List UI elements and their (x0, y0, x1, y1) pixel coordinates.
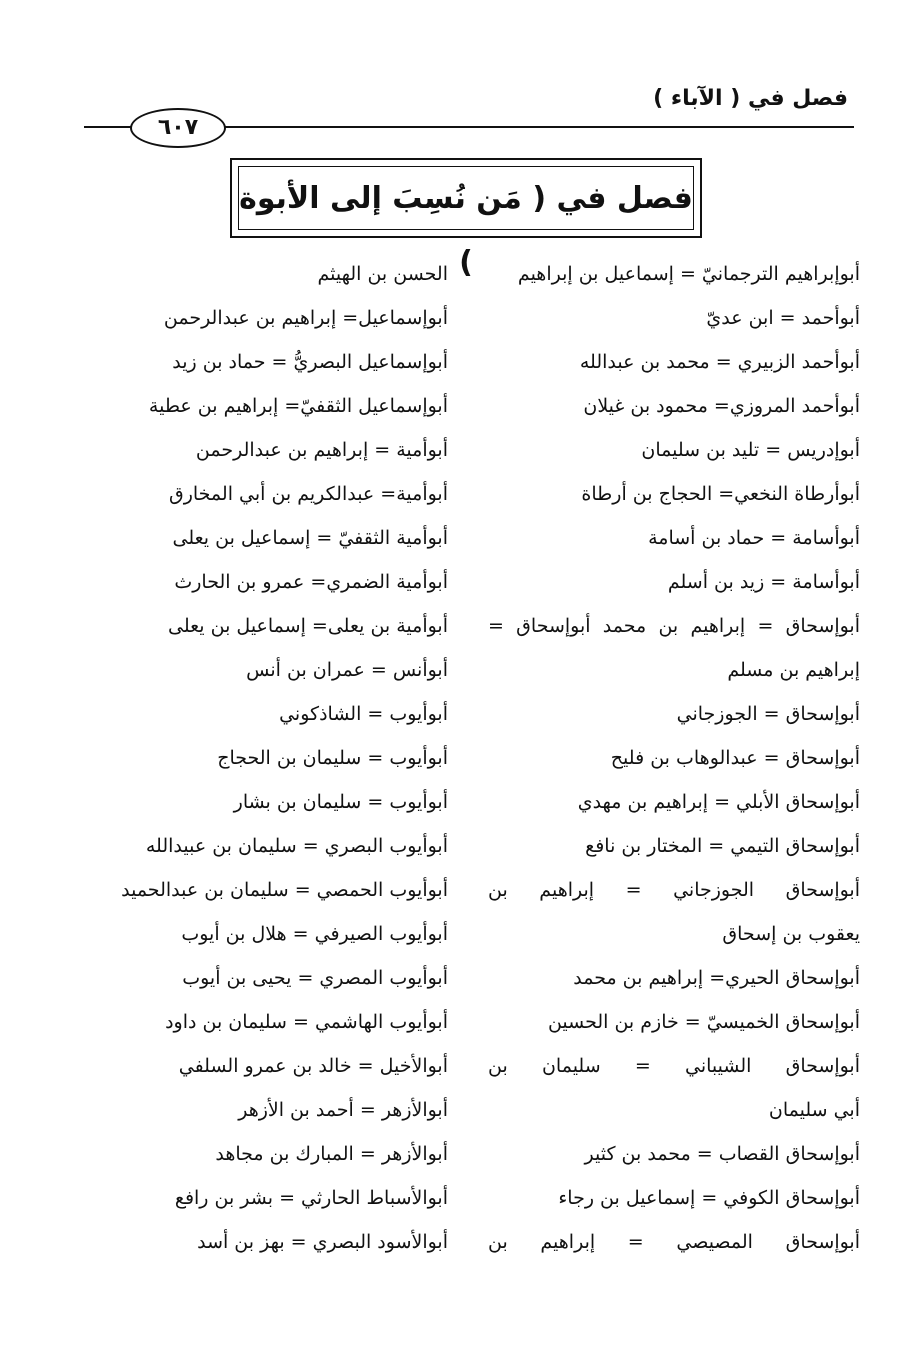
entry: أبوإسحاق = عبدالوهاب بن فليح (610, 747, 860, 769)
entry: أبوأيوب = سليمان بن بشار (233, 791, 448, 813)
entry: أبوالأزهر = المبارك بن مجاهد (215, 1143, 448, 1165)
entry: أبوأسامة = حماد بن أسامة (648, 527, 860, 549)
entry: أبوإسماعيل= إبراهيم بن عبدالرحمن (163, 307, 448, 329)
entry: أبوإسحاق الخميسيّ = خازم بن الحسين (547, 1011, 860, 1033)
right-column (488, 252, 860, 1264)
entry: أبوأيوب الصيرفي = هلال بن أيوب (181, 923, 448, 945)
entry: أبوإسماعيل البصريُّ = حماد بن زيد (172, 351, 448, 373)
entry: أبوأيوب الحمصي = سليمان بن عبدالحميد (121, 879, 448, 901)
entry: أبوأيوب = سليمان بن الحجاج (217, 747, 448, 769)
entry: أبوأيوب الهاشمي = سليمان بن داود (165, 1011, 448, 1033)
entry: أبوأمية الضمري= عمرو بن الحارث (174, 571, 448, 593)
entry: أبوإسحاق الشيباني = سليمان بن (488, 1055, 860, 1077)
entry: أبوإدريس = تليد بن سليمان (641, 439, 860, 461)
entry: أبوأحمد الزبيري = محمد بن عبدالله (579, 351, 860, 373)
entry: أبوأمية= عبدالكريم بن أبي المخارق (168, 483, 448, 505)
entry: أبوإسحاق = الجوزجاني (676, 703, 860, 725)
entry: أبوأحمد = ابن عديّ (706, 307, 860, 329)
page-number: ٦٠٧ (130, 108, 226, 148)
left-column (76, 252, 448, 1264)
entry: أبوأسامة = زيد بن أسلم (667, 571, 860, 593)
entry: أبوأيوب = الشاذكوني (279, 703, 448, 725)
entry: أبوأمية الثقفيّ = إسماعيل بن يعلى (172, 527, 448, 549)
entry: أبوإسحاق القصاب = محمد بن كثير (584, 1143, 860, 1165)
entry: أبوأمية بن يعلى= إسماعيل بن يعلى (168, 615, 448, 637)
entry-continuation: الحسن بن الهيثم (317, 263, 448, 285)
entry: أبوإسحاق الحيري= إبراهيم بن محمد (573, 967, 860, 989)
entry: أبوإسحاق الكوفي = إسماعيل بن رجاء (558, 1187, 860, 1209)
entry-continuation: إبراهيم بن مسلم (727, 659, 860, 681)
entry: أبوأمية = إبراهيم بن عبدالرحمن (195, 439, 448, 461)
entry: أبوإسحاق المصيصي = إبراهيم بن (488, 1231, 860, 1253)
entry: أبوإسحاق الأبلي = إبراهيم بن مهدي (577, 791, 860, 813)
entry: أبوإسحاق الجوزجاني = إبراهيم بن (488, 879, 860, 901)
entry: أبوأرطاة النخعي= الحجاج بن أرطاة (581, 483, 860, 505)
entry: أبوأحمد المروزي= محمود بن غيلان (583, 395, 860, 417)
entry: أبوإسحاق = إبراهيم بن محمد أبوإسحاق = (488, 615, 860, 637)
entry: أبوأيوب البصري = سليمان بن عبيدالله (145, 835, 448, 857)
entry: أبوالأخيل = خالد بن عمرو السلفي (178, 1055, 448, 1077)
running-head: فصل في ( الآباء ) (653, 86, 848, 111)
entry: أبوإبراهيم الترجمانيّ = إسماعيل بن إبراهيم (517, 263, 860, 285)
entry: أبوإسحاق التيمي = المختار بن نافع (585, 835, 860, 857)
entry-continuation: أبي سليمان (768, 1099, 860, 1121)
entry: أبوأيوب المصري = يحيى بن أيوب (182, 967, 448, 989)
entry: أبوالأسود البصري = بهز بن أسد (197, 1231, 448, 1253)
entry: أبوالأسباط الحارثي = بشر بن رافع (174, 1187, 448, 1209)
entry-continuation: يعقوب بن إسحاق (722, 923, 860, 945)
entry: أبوإسماعيل الثقفيّ= إبراهيم بن عطية (148, 395, 448, 417)
chapter-title: فصل في ( مَن نُسِبَ إلى الأبوة ) (238, 166, 694, 230)
entry: أبوأنس = عمران بن أنس (246, 659, 448, 681)
entry: أبوالأزهر = أحمد بن الأزهر (238, 1099, 448, 1121)
